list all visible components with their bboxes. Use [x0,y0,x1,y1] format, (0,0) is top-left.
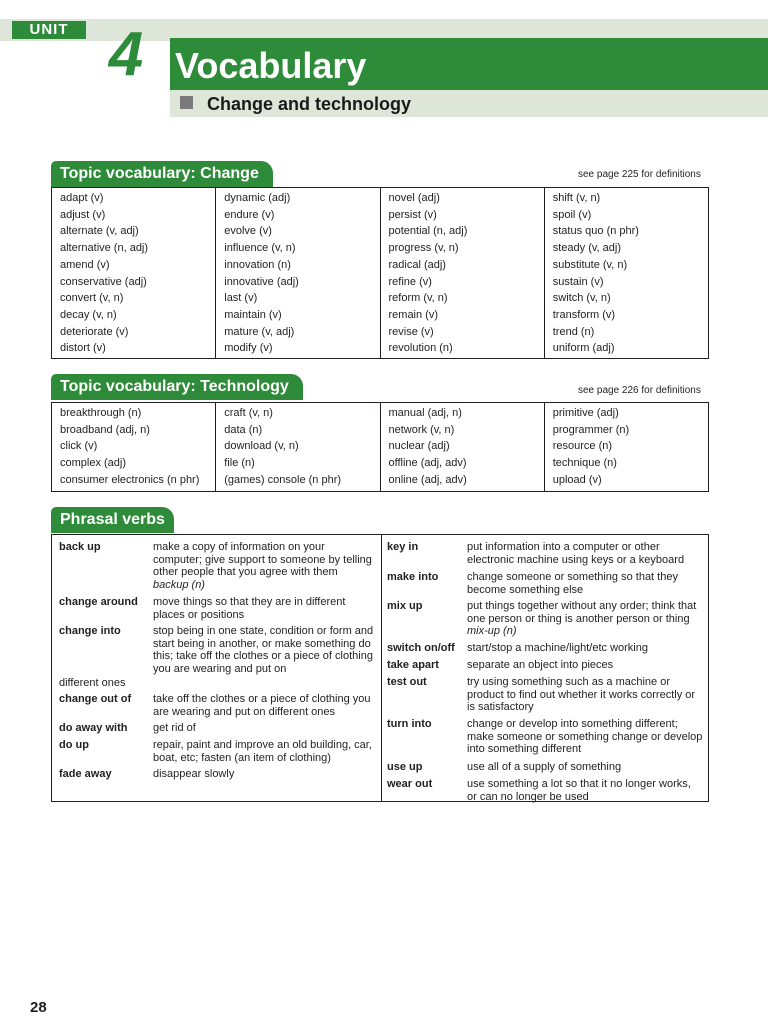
vocab-word: conservative (adj) [60,275,147,288]
vocab-word: alternative (n, adj) [60,242,149,255]
phrasal-term: key in [387,541,419,553]
vocab-word: novel (adj) [388,192,440,204]
vocab-word: radical (adj) [388,258,446,271]
phrasal-definition: get rid of [153,722,196,734]
vocab-word: network (v, n) [388,423,455,436]
vocab-word: craft (v, n) [224,407,273,419]
vocab-word: uniform (adj) [552,342,615,355]
vocab-word: endure (v) [224,208,275,221]
vocab-word: mature (v, adj) [224,325,295,338]
vocab-word: breakthrough (n) [60,407,142,419]
vocab-word: trend (n) [552,325,595,338]
technology-vocab-table [51,402,709,492]
vocab-word: manual (adj, n) [388,407,462,419]
vocab-word: file (n) [224,457,255,470]
phrasal-term: take apart [387,659,439,671]
page-subtitle: Change and technology [207,94,412,114]
vocab-word: shift (v, n) [552,192,601,204]
section-heading-phrasal-verbs: Phrasal verbs [51,507,174,533]
phrasal-term: turn into [387,718,432,730]
vocab-word: sustain (v) [552,275,604,288]
vocab-word: click (v) [60,440,98,453]
phrasal-term: fade away [59,768,112,780]
vocab-word: revise (v) [388,325,434,338]
vocab-word: persist (v) [388,208,437,221]
vocab-word: steady (v, adj) [552,242,622,255]
vocab-word: modify (v) [224,342,273,355]
vocab-word: status quo (n phr) [552,225,639,238]
vocab-word: nuclear (adj) [388,440,450,453]
vocab-word: convert (v, n) [60,292,124,305]
vocab-word: resource (n) [552,440,613,453]
vocab-word: alternate (v, adj) [60,225,139,238]
vocab-word: primitive (adj) [552,407,619,419]
vocab-word: substitute (v, n) [552,258,628,271]
vocab-word: programmer (n) [552,423,630,436]
vocab-column [545,403,708,491]
vocab-column [545,188,708,358]
phrasal-term: use up [387,761,423,773]
vocab-word: adjust (v) [60,208,106,221]
phrasal-definition: use something a lot so that it no longer works, or can no longer be used [467,778,691,803]
vocab-word: offline (adj, adv) [388,457,467,470]
phrasal-definition: use all of a supply of something [467,761,622,773]
phrasal-definition: make a copy of information on your computer; give support to someone by telling other people that you agree with them backup (n) [153,541,372,591]
phrasal-term: do up [59,739,89,751]
vocab-column [52,188,216,358]
vocab-word: evolve (v) [224,225,272,238]
vocab-word: consumer electronics (n phr) [60,473,200,486]
vocab-word: online (adj, adv) [388,473,467,486]
vocab-word: amend (v) [60,258,110,271]
phrasal-definition: disappear slowly [153,768,235,780]
phrasal-definition: try using something such as a machine or product to find out whether it works correctly or is satisfactory [467,676,696,713]
phrasal-term: test out [387,676,427,688]
phrasal-definition: take off the clothes or a piece of clothing you are wearing and put on different ones [153,693,371,718]
section-heading-technology: Topic vocabulary: Technology [51,374,303,400]
vocab-word: dynamic (adj) [224,192,291,204]
vocab-word: distort (v) [60,342,106,355]
phrasal-term: change around [59,596,138,608]
phrasal-definition: separate an object into pieces [467,659,614,671]
vocab-word: technique (n) [552,457,617,470]
column-divider [381,534,382,802]
page-number: 28 [30,999,47,1016]
phrasal-definition: change someone or something so that they become something else [467,571,678,596]
phrasal-definition: repair, paint and improve an old building, car, boat, etc; fasten (an item of clothing) [153,739,372,764]
unit-number: 4 [108,20,144,89]
vocab-column [381,188,545,358]
vocab-word: refine (v) [388,275,432,288]
vocab-word: innovative (adj) [224,275,299,288]
vocab-word: adapt (v) [60,192,104,204]
phrasal-definition: start/stop a machine/light/etc working [467,642,648,654]
vocab-column [216,188,380,358]
phrasal-term: back up [59,541,101,553]
phrasal-term: mix up [387,600,423,612]
vocab-word: maintain (v) [224,308,282,321]
vocab-word: progress (v, n) [388,242,459,255]
vocab-word: reform (v, n) [388,292,448,305]
see-page-change: see page 225 for definitions [578,169,701,180]
vocab-word: download (v, n) [224,440,299,453]
phrasal-definition: put things together without any order; think that one person or thing is another person or thing mix-up (n) [467,600,697,637]
section-heading-change: Topic vocabulary: Change [51,161,273,187]
vocab-column [381,403,545,491]
vocab-word: decay (v, n) [60,308,117,321]
unit-label: UNIT [12,21,86,39]
phrasal-term: switch on/off [387,642,455,654]
vocab-word: (games) console (n phr) [224,473,342,486]
vocab-word: last (v) [224,292,258,305]
vocab-word: potential (n, adj) [388,225,468,238]
vocab-word: data (n) [224,423,263,436]
vocab-word: upload (v) [552,473,602,486]
phrasal-definition: stop being in one state, condition or form and start being in another, or make something do this; take off the clothes or a piece of clothing you are wearing and put on [153,625,374,675]
phrasal-term: make into [387,571,439,583]
vocab-word: innovation (n) [224,258,291,271]
phrasal-term: wear out [387,778,433,790]
vocab-word: revolution (n) [388,342,453,355]
vocab-word: deteriorate (v) [60,325,129,338]
continued-text: different ones [59,677,126,689]
phrasal-term: do away with [59,722,128,734]
page-title: Vocabulary [175,45,367,86]
vocab-word: spoil (v) [552,208,592,221]
square-bullet-icon [180,96,193,109]
phrasal-term: change into [59,625,121,637]
vocab-word: switch (v, n) [552,292,611,305]
phrasal-definition: move things so that they are in different places or positions [153,596,346,621]
vocab-column [216,403,380,491]
vocab-word: complex (adj) [60,457,127,470]
vocab-column [52,403,216,491]
phrasal-definition: change or develop into something different; make someone or something change or develop into something different [467,718,703,755]
vocab-word: broadband (adj, n) [60,423,150,436]
phrasal-definition: put information into a computer or other electronic machine using keys or a keyboard [467,541,685,566]
vocab-word: remain (v) [388,308,439,321]
phrasal-term: change out of [59,693,132,705]
vocab-word: influence (v, n) [224,242,296,255]
change-vocab-table [51,187,709,359]
vocab-word: transform (v) [552,308,616,321]
see-page-technology: see page 226 for definitions [578,385,701,396]
